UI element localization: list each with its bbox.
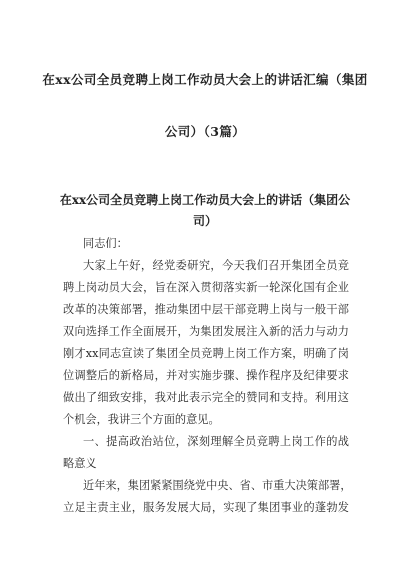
- body-line: 刚才xx同志宣读了集团全员竞聘上岗工作方案，明确了岗: [63, 347, 349, 360]
- body-line: 双向选择工作全面展开，为集团发展注入新的活力与动力: [63, 325, 349, 338]
- body-line: 个机会，我讲三个方面的意见。: [63, 413, 220, 426]
- section-title-line-1: 在xx公司全员竞聘上岗工作动员大会上的讲话（集团公: [59, 193, 351, 207]
- body-line: 做出了细致安排，我对此表示完全的赞同和支持。利用这: [63, 391, 349, 404]
- section-title-line-2: 司）: [192, 214, 217, 228]
- document-title-line-2: 公司）（3篇）: [164, 124, 246, 139]
- body-line: 立足主责主业，服务发展大局，实现了集团事业的蓬勃发: [63, 501, 349, 514]
- document-title-line-1: 在xx公司全员竞聘上岗工作动员大会上的讲话汇编（集团: [42, 72, 368, 87]
- heading-line: 一、提高政治站位，深刻理解全员竞聘上岗工作的战: [83, 435, 349, 448]
- salutation: 同志们：: [83, 237, 128, 250]
- heading-line: 略意义: [63, 457, 97, 470]
- body-line: 大家上午好，经党委研究，今天我们召开集团全员竞: [83, 259, 349, 272]
- body-line: 近年来，集团紧紧围绕党中央、省、市重大决策部署，: [83, 479, 352, 492]
- body-line: 位调整后的新格局，并对实施步骤、操作程序及纪律要求: [63, 369, 349, 382]
- body-line: 改革的决策部署，推动集团中层干部竞聘上岗与一般干部: [63, 303, 349, 316]
- body-line: 聘上岗动员大会，旨在深入贯彻落实新一轮深化国有企业: [63, 281, 349, 294]
